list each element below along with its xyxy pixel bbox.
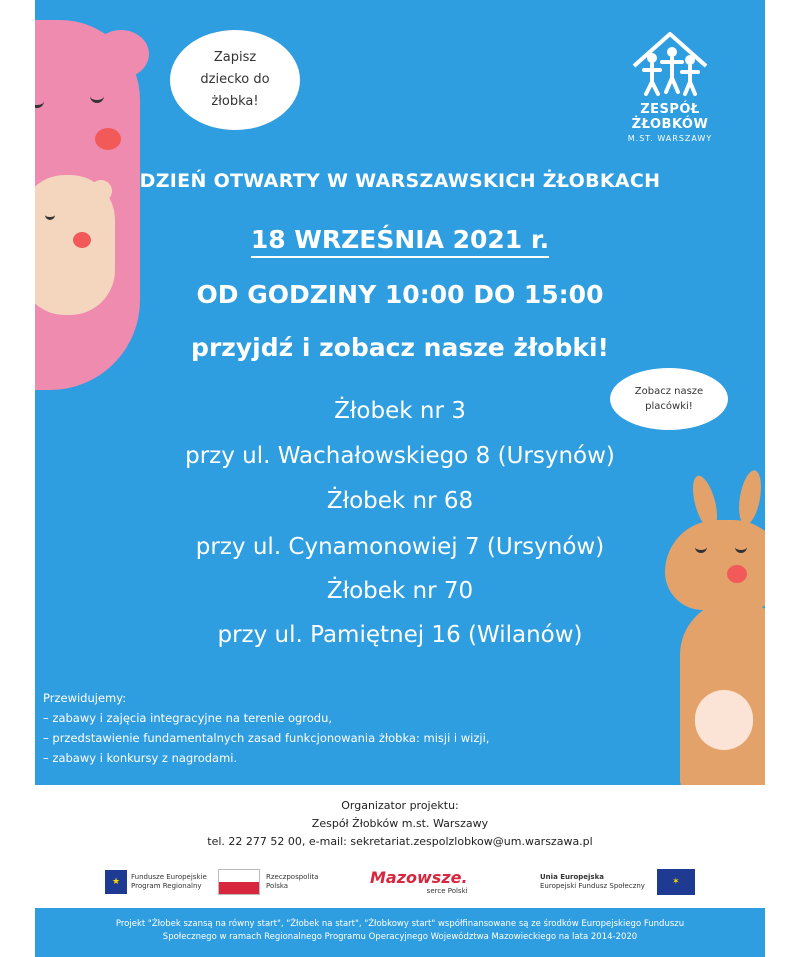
event-hours: OD GODZINY 10:00 DO 15:00: [196, 280, 604, 309]
plan-item: – zabawy i konkursy z nagrodami.: [43, 751, 238, 765]
event-date: [35, 225, 765, 254]
bear-cheek: [95, 128, 121, 150]
ue-name: Unia Europejska: [540, 873, 604, 881]
speech-bubble-text: Zobacz nasze placówki!: [634, 386, 704, 412]
logo-subtitle: M.ST. WARSZAWY: [627, 134, 713, 143]
mazowsze-name: Mazowsze.: [370, 868, 468, 887]
house-family-icon: [628, 28, 712, 98]
zespol-zlobkow-logo: [605, 28, 735, 143]
location-address: przy ul. Wachałowskiego 8 (Ursynów): [185, 443, 615, 469]
call-to-action: przyjdź i zobacz nasze żłobki!: [191, 333, 609, 362]
mazowsze-logo: [370, 868, 468, 896]
partner-logos: [35, 862, 765, 898]
location-name: Żłobek nr 70: [326, 578, 474, 604]
plan-item: – przedstawienie fundamentalnych zasad funkcjonowania żłobka: misji i wizji,: [43, 731, 490, 745]
blue-panel: [35, 0, 765, 785]
organizer-info: [35, 797, 765, 851]
poster: [35, 0, 765, 957]
location-name: Żłobek nr 3: [334, 398, 466, 424]
location-address: przy ul. Pamiętnej 16 (Wilanów): [217, 622, 583, 648]
speech-bubble-text: Zapisz dziecko do żłobka!: [200, 50, 270, 109]
plan-list: [43, 688, 489, 768]
rzeczpospolita-logo: [218, 868, 324, 896]
logo-name: ZESPÓŁ ŻŁOBKÓW: [631, 102, 709, 132]
fundusze-europejskie-logo: [105, 868, 207, 896]
organizer-label: Organizator projektu:: [341, 799, 459, 812]
plan-item: – zabawy i zajęcia integracyjne na terenie ogrodu,: [43, 711, 333, 725]
event-date-text: 18 WRZEŚNIA 2021 r.: [251, 225, 549, 258]
headline: DZIEŃ OTWARTY W WARSZAWSKICH ŻŁOBKACH: [139, 170, 661, 192]
rp-name: Rzeczpospolita Polska: [266, 873, 319, 890]
eu-flag-icon: ✶: [657, 869, 695, 895]
plan-title: Przewidujemy:: [43, 691, 127, 705]
fe-star-icon: ★: [105, 870, 127, 894]
fe-sub: Program Regionalny: [131, 882, 202, 890]
location-name: Żłobek nr 68: [326, 488, 474, 514]
organizer-contact: tel. 22 277 52 00, e-mail: sekretariat.zespolzlobkow@um.warszawa.pl: [207, 835, 593, 848]
footer-line: Projekt "Żłobek szansą na równy start", "Żłobek na start", "Żłobkowy start" współfinansowane są ze środków Europejskiego Funduszu: [115, 919, 685, 929]
speech-bubble-top: [170, 30, 300, 130]
mazowsze-sub: serce Polski: [426, 887, 468, 895]
polish-flag-icon: [218, 869, 260, 895]
footer-line: Społecznego w ramach Regionalnego Programu Operacyjnego Województwa Mazowieckiego na lata 2014-2020: [162, 932, 638, 942]
footer-banner: [35, 908, 765, 957]
unia-europejska-logo: [540, 868, 695, 896]
bear-ear: [93, 30, 149, 78]
fe-name: Fundusze Europejskie: [131, 873, 207, 881]
location-address: przy ul. Cynamonowiej 7 (Ursynów): [195, 534, 605, 560]
joey-illustration: [695, 690, 753, 750]
ue-sub: Europejski Fundusz Społeczny: [540, 882, 645, 890]
organizer-name: Zespół Żłobków m.st. Warszawy: [311, 817, 489, 830]
